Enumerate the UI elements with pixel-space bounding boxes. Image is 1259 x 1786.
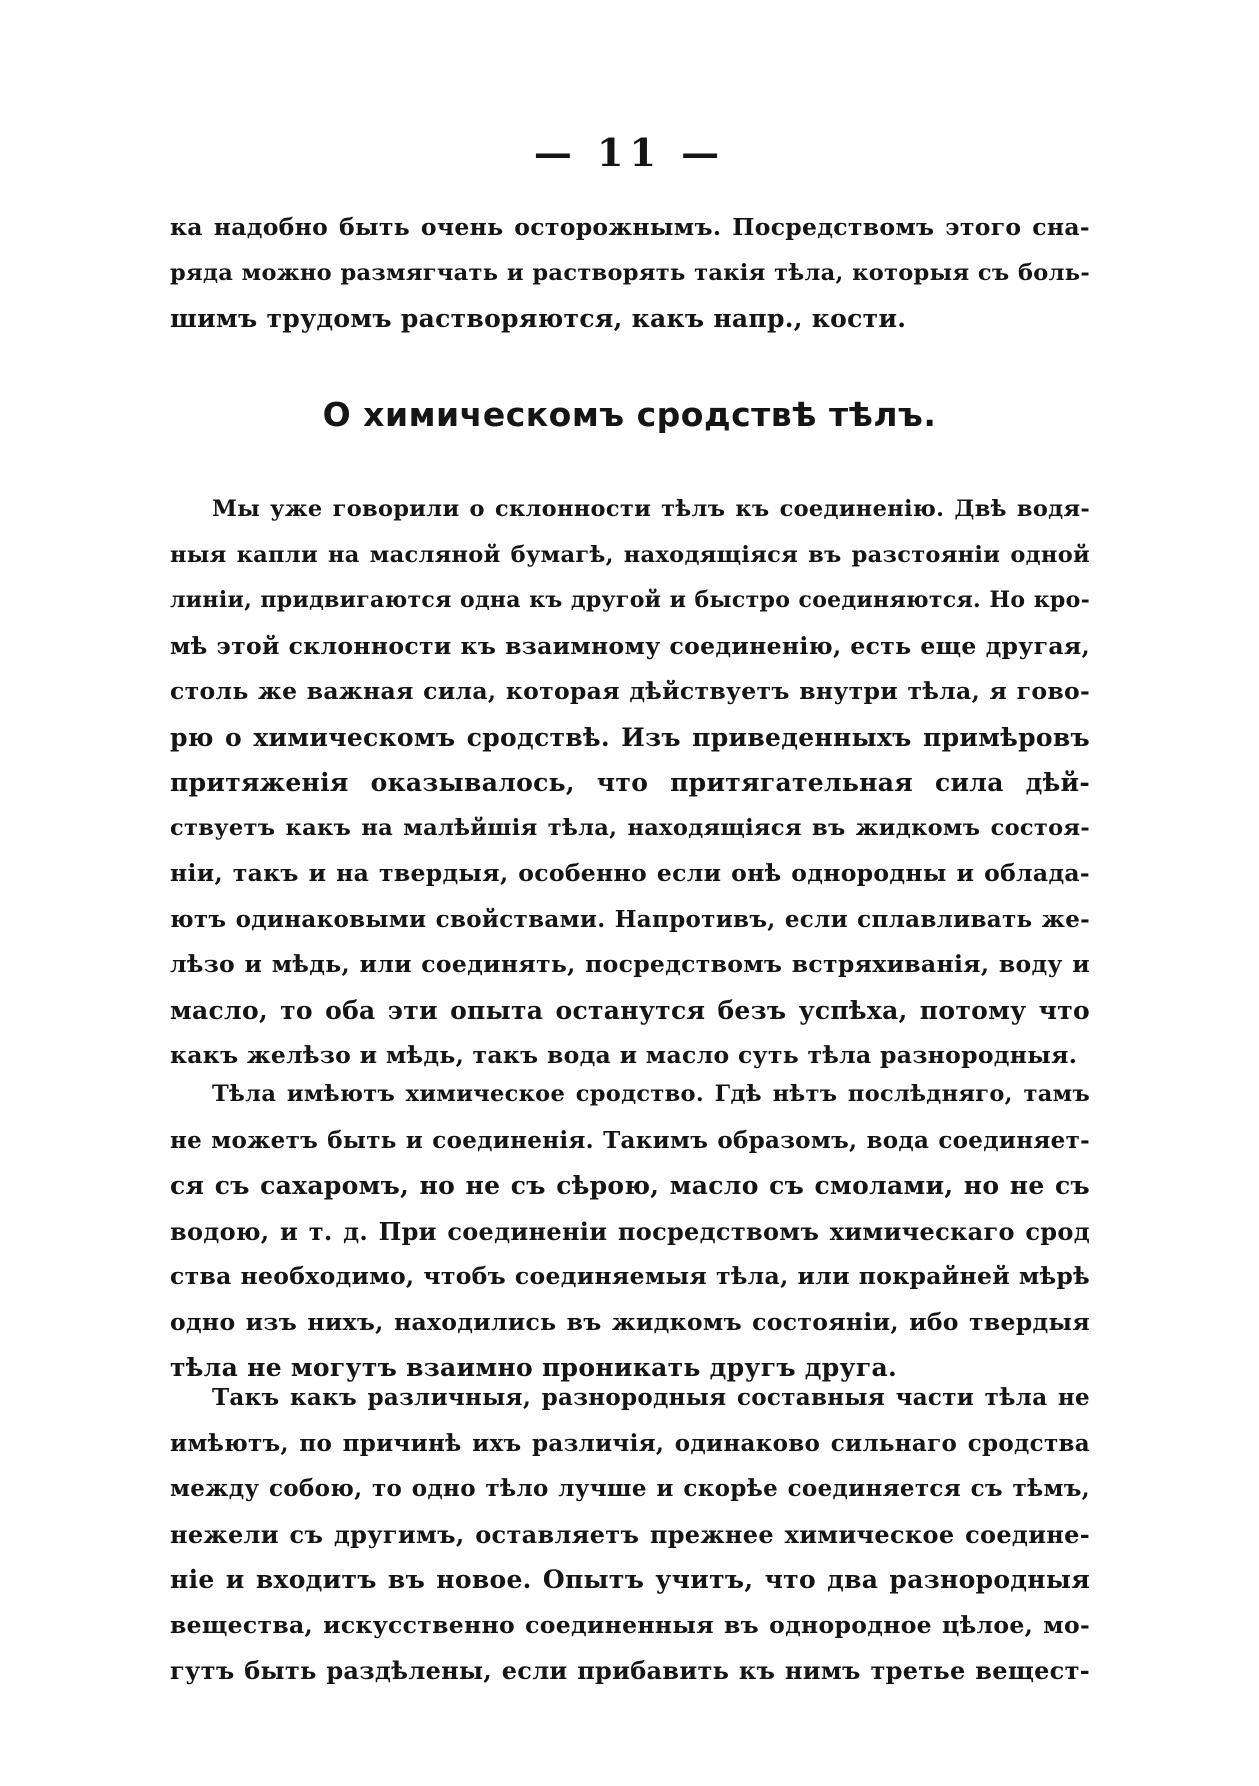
paragraph-2 (170, 1072, 1090, 1391)
text-line: ніи, такъ и на твердыя, особенно если онѣ однородны и облада- (170, 859, 1090, 887)
text-line: какъ желѣзо и мѣдь, такъ вода и масло суть тѣла разнородныя. (170, 1041, 1078, 1069)
text-line: ства необходимо, чтобъ соединяемыя тѣла, или покрайней мѣрѣ (170, 1262, 1090, 1290)
paragraph-3 (170, 1375, 1090, 1694)
text-line: притяженія оказывалось, что притягательная сила дѣй- (170, 768, 1090, 797)
text-line: вещества, искусственно соединенныя въ однородное цѣлое, мо- (170, 1610, 1090, 1639)
text-line: ютъ одинаковыми свойствами. Напротивъ, если сплавливать же- (170, 905, 1090, 933)
text-line: гутъ быть раздѣлены, если прибавить къ нимъ третье вещест- (170, 1656, 1090, 1685)
text-line: лѣзо и мѣдь, или соединять, посредствомъ встряхиванія, воду и (170, 950, 1090, 978)
text-line: между собою, то одно тѣло лучше и скорѣе соединяется съ тѣмъ, (170, 1475, 1090, 1502)
section-heading: О химическомъ сродствѣ тѣлъ. (322, 395, 937, 434)
text-line: ныя капли на масляной бумагѣ, находящіяся въ разстояніи одной (170, 541, 1090, 568)
text-line: водою, и т. д. При соединеніи посредствомъ химическаго срод (170, 1216, 1090, 1246)
text-line: ствуетъ какъ на малѣйшія тѣла, находящіяся въ жидкомъ состоя- (170, 814, 1090, 841)
text-line: имѣютъ, по причинѣ ихъ различія, одинаково сильнаго сродства (170, 1429, 1090, 1457)
text-line: рю о химическомъ сродствѣ. Изъ приведенныхъ примѣровъ (170, 722, 1090, 752)
text-line: ніе и входитъ въ новое. Опытъ учитъ, что два разнородныя (170, 1565, 1090, 1594)
text-line: шимъ трудомъ растворяются, какъ напр., кости. (170, 304, 907, 333)
text-line: ряда можно размягчать и растворять такія тѣла, которыя съ боль- (170, 259, 1090, 286)
text-line: ся съ сахаромъ, но не съ сѣрою, масло съ смолами, но не съ (170, 1171, 1090, 1200)
text-line: линіи, придвигаются одна къ другой и быстро соединяются. Но кро- (170, 587, 1090, 613)
text-line: ка надобно быть очень осторожнымъ. Посредствомъ этого сна- (170, 213, 1090, 241)
text-line: Такъ какъ различныя, разнородныя составныя части тѣла не (212, 1384, 1090, 1411)
intro-paragraph (170, 205, 1090, 342)
text-line: нежели съ другимъ, оставляетъ прежнее химическое соедине- (170, 1519, 1090, 1549)
paragraph-1 (170, 487, 1090, 1079)
text-line: одно изъ нихъ, находились въ жидкомъ состояніи, ибо твердыя (170, 1307, 1090, 1336)
text-line: тѣла не могутъ взаимно проникать другъ друга. (170, 1353, 897, 1382)
page-number: — 11 — (533, 130, 726, 175)
text-line: столь же важная сила, которая дѣйствуетъ внутри тѣла, я гово- (170, 677, 1090, 705)
text-line: масло, то оба эти опыта останутся безъ успѣха, потому что (170, 995, 1090, 1025)
text-line: Мы уже говорили о склонности тѣлъ къ соединенію. Двѣ водя- (212, 496, 1090, 522)
text-line: не можетъ быть и соединенія. Такимъ образомъ, вода соединяет- (170, 1126, 1090, 1154)
text-line: мѣ этой склонности къ взаимному соединенію, есть еще другая, (170, 631, 1090, 660)
text-line: Тѣла имѣютъ химическое сродство. Гдѣ нѣтъ послѣдняго, тамъ (212, 1081, 1090, 1107)
